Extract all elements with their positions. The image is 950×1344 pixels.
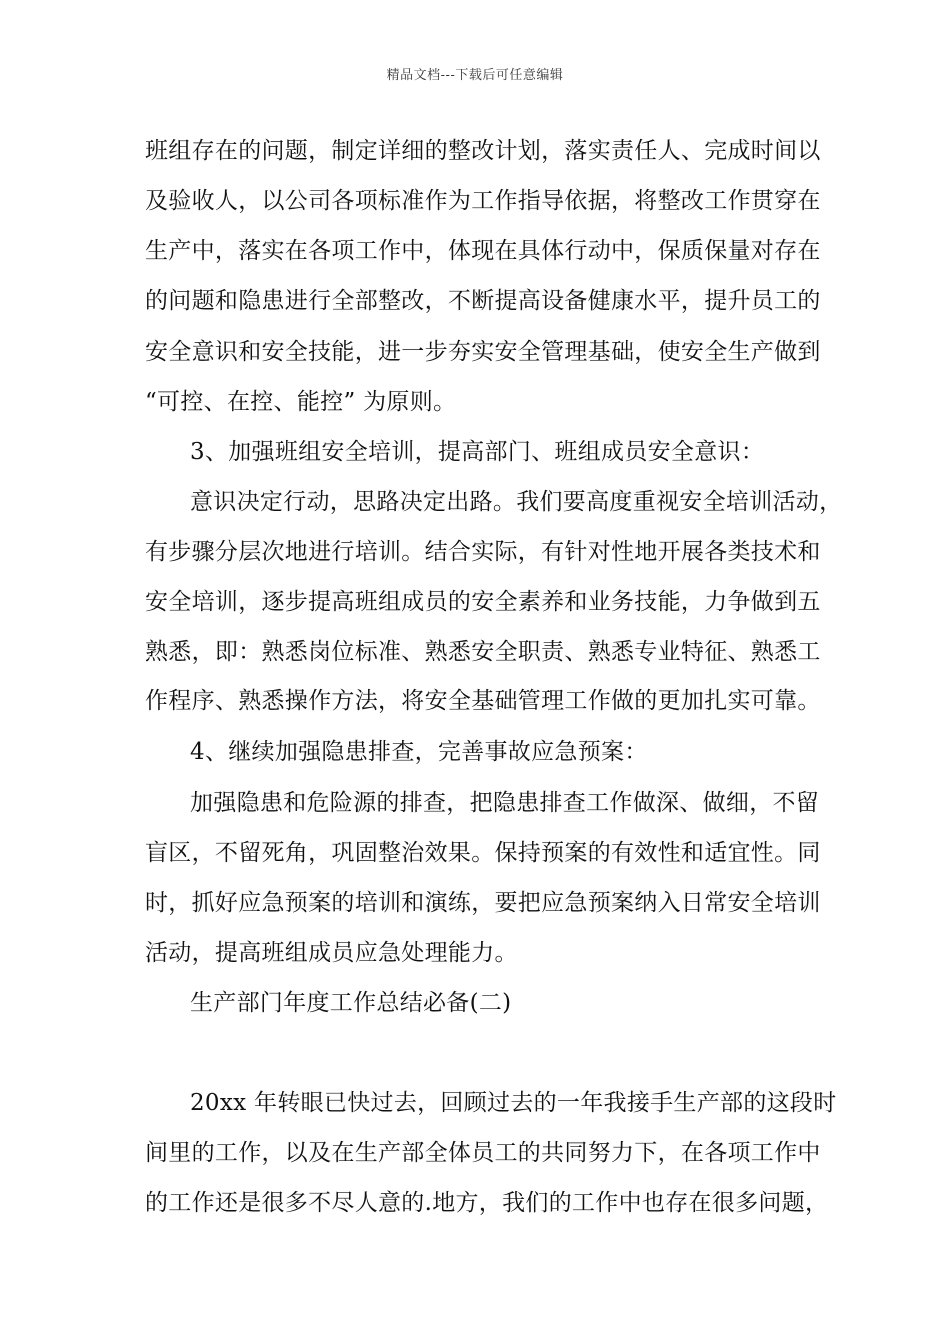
body-line: 熟悉，即：熟悉岗位标准、熟悉安全职责、熟悉专业特征、熟悉工 bbox=[145, 639, 821, 665]
body-line: 20xx 年转眼已快过去，回顾过去的一年我接手生产部的这段时 bbox=[190, 1090, 837, 1116]
body-line: 活动，提高班组成员应急处理能力。 bbox=[145, 940, 518, 966]
body-line: 的工作还是很多不尽人意的.地方，我们的工作中也存在很多问题， bbox=[145, 1190, 829, 1216]
body-line: 及验收人，以公司各项标准作为工作指导依据，将整改工作贯穿在 bbox=[145, 188, 821, 214]
body-line: 时，抓好应急预案的培训和演练，要把应急预案纳入日常安全培训 bbox=[145, 890, 821, 916]
body-line: 间里的工作，以及在生产部全体员工的共同努力下，在各项工作中 bbox=[145, 1140, 821, 1166]
body-line: 加强隐患和危险源的排查，把隐患排查工作做深、做细，不留 bbox=[190, 790, 820, 816]
document-title: 生产部门年度工作总结必备(二) bbox=[190, 990, 512, 1016]
page-header: 精品文档---下载后可任意编辑 bbox=[386, 68, 564, 83]
body-line: 的问题和隐患进行全部整改，不断提高设备健康水平，提升员工的 bbox=[145, 288, 821, 314]
section-heading: 3、加强班组安全培训，提高部门、班组成员安全意识： bbox=[190, 439, 765, 465]
body-line: 有步骤分层次地进行培训。结合实际，有针对性地开展各类技术和 bbox=[145, 539, 821, 565]
body-line: 意识决定行动，思路决定出路。我们要高度重视安全培训活动， bbox=[190, 489, 843, 515]
body-line: 安全意识和安全技能，进一步夯实安全管理基础，使安全生产做到 bbox=[145, 339, 821, 365]
body-line: 盲区，不留死角，巩固整治效果。保持预案的有效性和适宜性。同 bbox=[145, 840, 821, 866]
body-line: 作程序、熟悉操作方法，将安全基础管理工作做的更加扎实可靠。 bbox=[145, 688, 821, 714]
body-line: “可控、在控、能控” 为原则。 bbox=[145, 389, 457, 415]
body-line: 生产中，落实在各项工作中，体现在具体行动中，保质保量对存在 bbox=[145, 238, 821, 264]
body-line: 安全培训，逐步提高班组成员的安全素养和业务技能，力争做到五 bbox=[145, 589, 821, 615]
section-heading: 4、继续加强隐患排查，完善事故应急预案： bbox=[190, 739, 648, 765]
body-line: 班组存在的问题，制定详细的整改计划，落实责任人、完成时间以 bbox=[145, 138, 821, 164]
